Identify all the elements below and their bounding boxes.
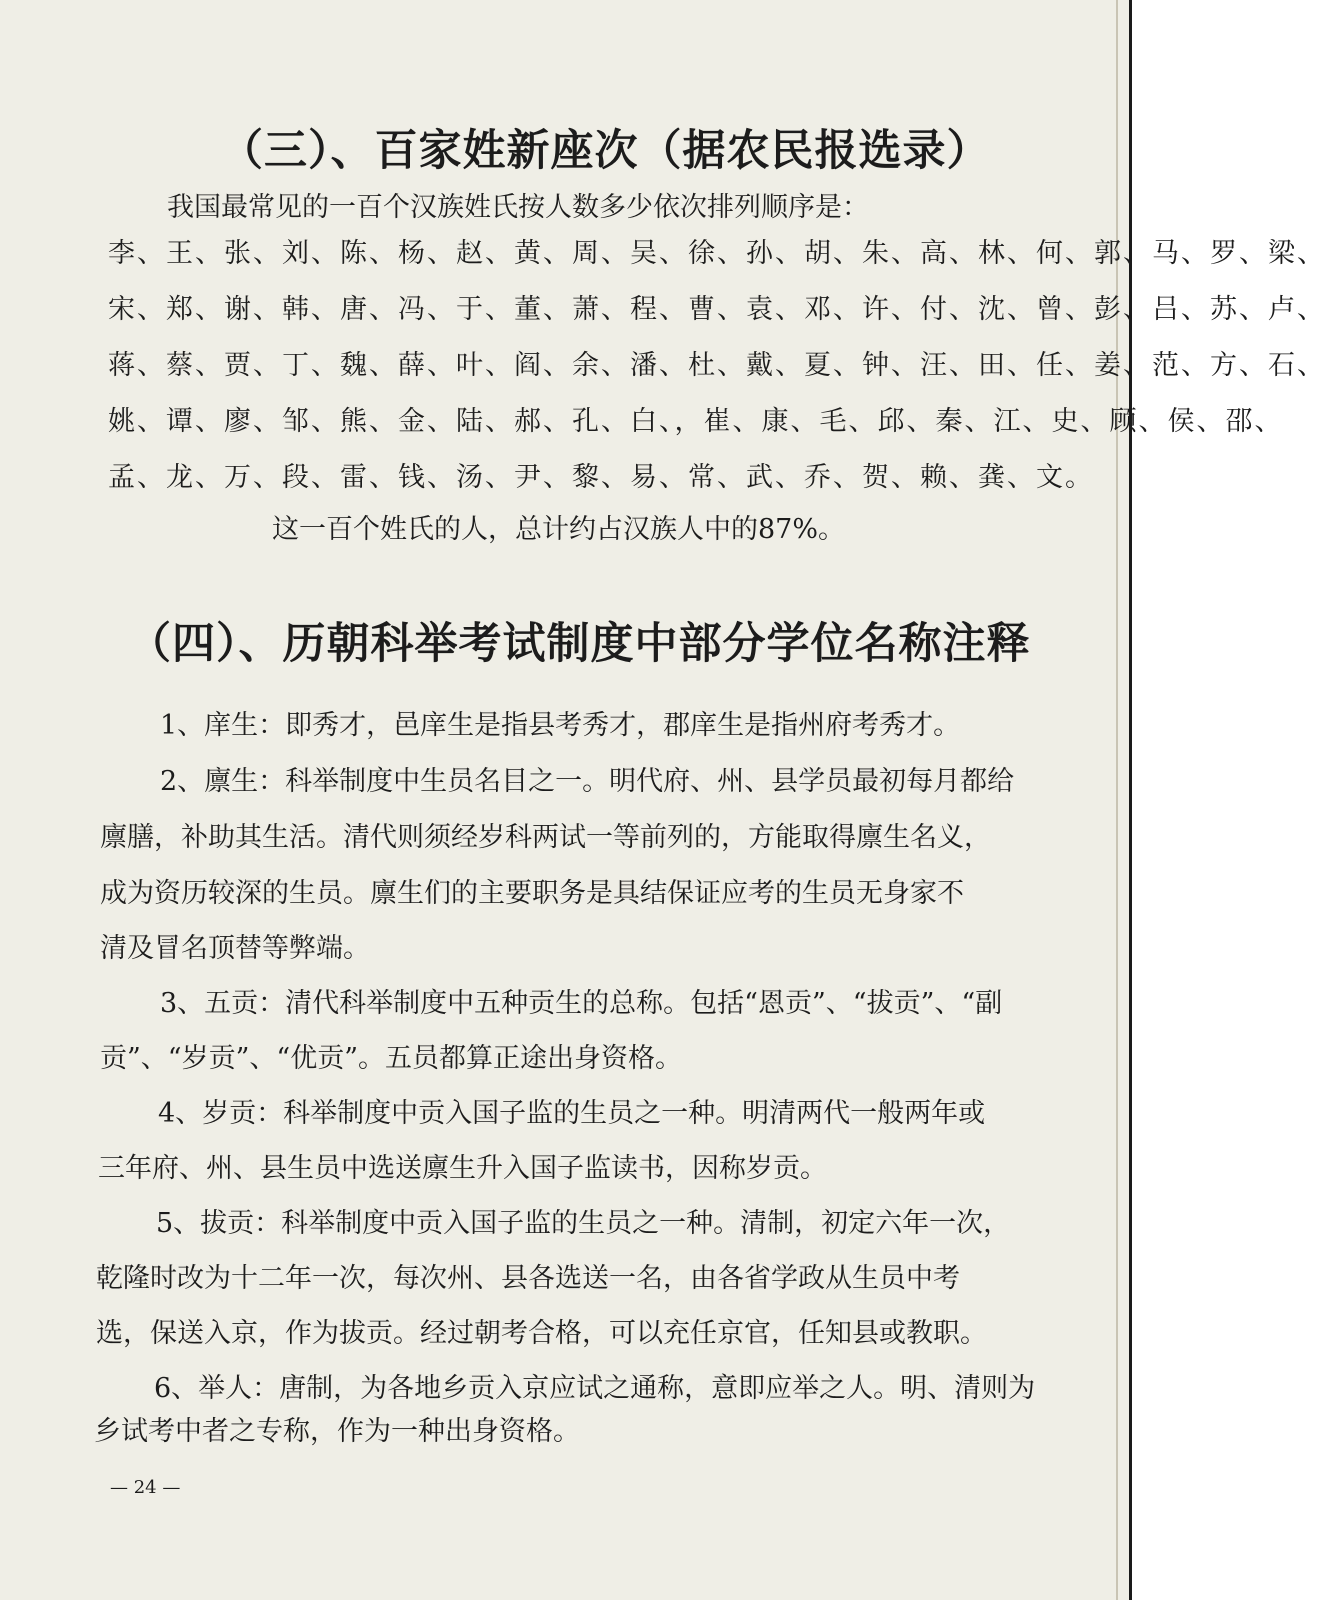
definition-line: 1、庠生：即秀才，邑庠生是指县考秀才，郡庠生是指州府考秀才。 xyxy=(160,710,961,741)
definition-line: 乡试考中者之专称，作为一种出身资格。 xyxy=(94,1416,580,1447)
section-4-title: （四）、历朝科举考试制度中部分学位名称注释 xyxy=(128,619,1031,669)
surname-line: 孟、龙、万、段、雷、钱、汤、尹、黎、易、常、武、乔、贺、赖、龚、文。 xyxy=(108,462,1094,493)
section-3-intro: 我国最常见的一百个汉族姓氏按人数多少依次排列顺序是： xyxy=(167,192,869,223)
surname-line: 姚、谭、廖、邹、熊、金、陆、郝、孔、白、，崔、康、毛、邱、秦、江、史、顾、侯、邵、 xyxy=(108,406,1284,437)
page-number: — 24 — xyxy=(110,1477,181,1498)
surname-line: 李、王、张、刘、陈、杨、赵、黄、周、吴、徐、孙、胡、朱、高、林、何、郭、马、罗、梁、 xyxy=(108,238,1326,269)
definition-line: 4、岁贡：科举制度中贡入国子监的生员之一种。明清两代一般两年或 xyxy=(158,1098,986,1129)
definition-line: 廪膳，补助其生活。清代则须经岁科两试一等前列的，方能取得廪生名义， xyxy=(100,822,991,853)
section-3-title: （三）、百家姓新座次（据农民报选录） xyxy=(220,126,991,176)
definition-line: 清及冒名顶替等弊端。 xyxy=(100,933,370,964)
section-3-summary: 这一百个姓氏的人，总计约占汉族人中的87%。 xyxy=(272,514,846,545)
definition-line: 贡”、“岁贡”、“优贡”。五员都算正途出身资格。 xyxy=(100,1043,683,1074)
definition-line: 成为资历较深的生员。廪生们的主要职务是具结保证应考的生员无身家不 xyxy=(100,878,964,909)
surname-line: 宋、郑、谢、韩、唐、冯、于、董、萧、程、曹、袁、邓、许、付、沈、曾、彭、吕、苏、卢、 xyxy=(108,294,1326,325)
definition-line: 乾隆时改为十二年一次，每次州、县各选送一名，由各省学政从生员中考 xyxy=(96,1263,960,1294)
definition-line: 5、拔贡：科举制度中贡入国子监的生员之一种。清制，初定六年一次， xyxy=(156,1208,1011,1239)
surname-line: 蒋、蔡、贾、丁、魏、薛、叶、阎、余、潘、杜、戴、夏、钟、汪、田、任、姜、范、方、石、 xyxy=(108,350,1326,381)
definition-line: 2、廪生：科举制度中生员名目之一。明代府、州、县学员最初每月都给 xyxy=(160,766,1015,797)
definition-line: 3、五贡：清代科举制度中五种贡生的总称。包括“恩贡”、“拔贡”、“副 xyxy=(160,988,1003,1019)
definition-line: 6、举人：唐制，为各地乡贡入京应试之通称，意即应举之人。明、清则为 xyxy=(154,1373,1036,1404)
definition-line: 三年府、州、县生员中选送廪生升入国子监读书，因称岁贡。 xyxy=(98,1153,827,1184)
definition-line: 选，保送入京，作为拔贡。经过朝考合格，可以充任京官，任知县或教职。 xyxy=(96,1318,987,1349)
